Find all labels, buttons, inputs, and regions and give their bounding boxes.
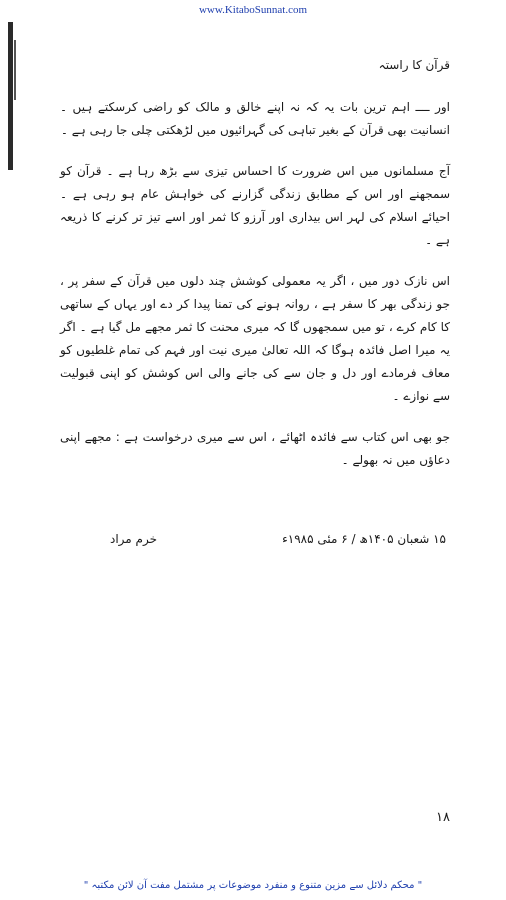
paragraph-2: آج مسلمانوں میں اس ضرورت کا احساس تیزی سے بڑھ رہا ہے ۔ قرآن کو سمجھنے اور اس کے مطابق زندگی گزارنے کی خواہش عام ہو رہی ہے ۔ احیائے اسلام کی لہر اس بیداری اور آرزو کا ثمر اور اسے تیز تر کرنے کا ذریعہ ہے ۔: [60, 164, 450, 247]
paragraph-1: اور ــــ اہم ترین بات یہ کہ نہ اپنے خالق و مالک کو راضی کرسکتے ہیں ۔ انسانیت بھی قرآن کے بغیر تباہی کی گہرائیوں میں لڑھکتی چلی جا رہی ہے ۔: [60, 100, 450, 137]
page-number: ۱۸: [436, 810, 450, 825]
signature-row: [110, 532, 446, 554]
footer-tagline: " محکم دلائل سے مزین متنوع و منفرد موضوعات پر مشتمل مفت آن لائن مکتبہ ": [83, 880, 423, 891]
scan-edge-shadow: [8, 22, 13, 170]
scan-edge-shadow-inner: [14, 40, 16, 100]
signature-date: ۱۵ شعبان ۱۴۰۵ھ / ۶ مئی ۱۹۸۵ء: [282, 532, 446, 546]
paragraph-4: جو بھی اس کتاب سے فائدہ اٹھائے ، اس سے میری درخواست ہے : مجھے اپنی دعاؤں میں نہ بھولے ۔: [60, 430, 450, 467]
source-url[interactable]: www.KitaboSunnat.com: [198, 4, 308, 16]
signature-author: خرم مراد: [110, 532, 158, 546]
paragraph-3: اس نازک دور میں ، اگر یہ معمولی کوشش چند دلوں میں قرآن کے سفر پر ، جو زندگی بھر کا سفر ہے ، روانہ ہونے کی تمنا پیدا کر دے اور یہاں کے ساتھی کا کام کرے ، تو میں سمجھوں گا کہ میری محنت کا ثمر مجھے مل گیا ہے ۔ اگر یہ میرا اصل فائدہ ہوگا کہ اللہ تعالیٰ میری نیت اور فہم کی تمام غلطیوں کو معاف فرمادے اور دل و جان سے کی جانے والی اس کوشش کو اپنی قبولیت سے نوازے ۔: [60, 274, 450, 403]
running-header: قرآن کا راستہ: [378, 58, 450, 72]
page-body: [60, 58, 450, 490]
